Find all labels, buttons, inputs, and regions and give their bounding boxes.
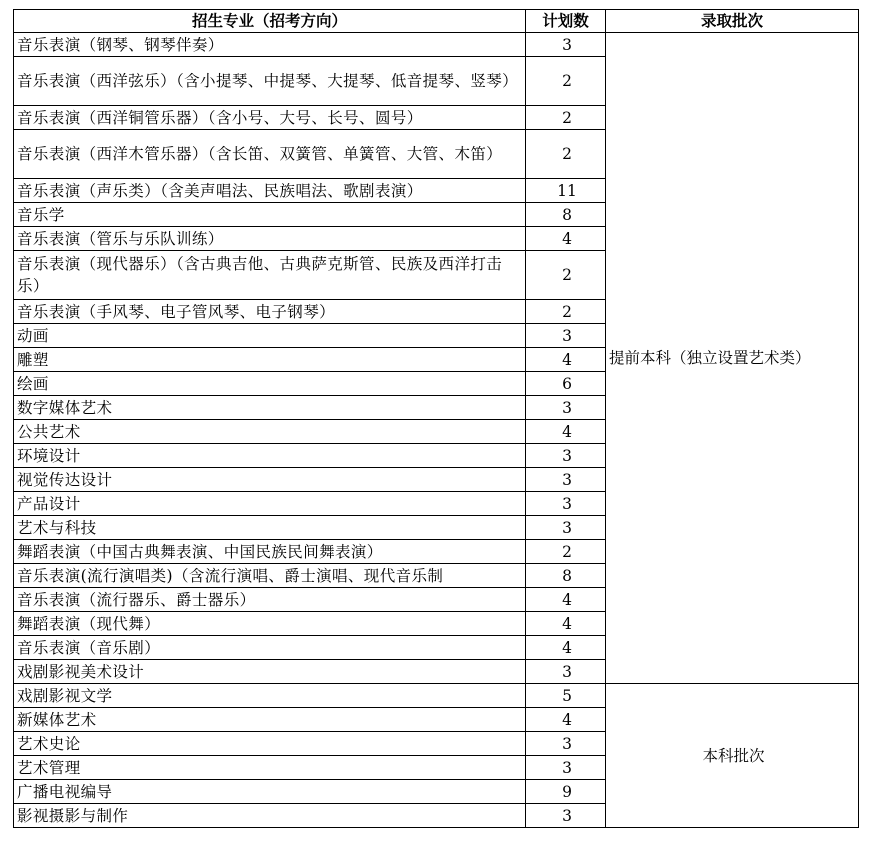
major-cell: 艺术史论 (14, 732, 526, 756)
major-cell: 广播电视编导 (14, 780, 526, 804)
plan-cell: 2 (526, 251, 606, 300)
plan-cell: 3 (526, 468, 606, 492)
major-cell: 音乐学 (14, 203, 526, 227)
plan-cell: 3 (526, 492, 606, 516)
major-cell: 音乐表演（流行器乐、爵士器乐） (14, 588, 526, 612)
major-cell: 音乐表演（西洋木管乐器）（含长笛、双簧管、单簧管、大管、木笛） (14, 130, 526, 179)
major-cell: 音乐表演（音乐剧） (14, 636, 526, 660)
major-cell: 视觉传达设计 (14, 468, 526, 492)
major-cell: 公共艺术 (14, 420, 526, 444)
plan-cell: 4 (526, 636, 606, 660)
plan-cell: 2 (526, 57, 606, 106)
major-cell: 戏剧影视美术设计 (14, 660, 526, 684)
header-plan: 计划数 (526, 10, 606, 33)
plan-cell: 2 (526, 130, 606, 179)
plan-cell: 4 (526, 420, 606, 444)
plan-cell: 3 (526, 804, 606, 828)
plan-cell: 8 (526, 564, 606, 588)
plan-cell: 6 (526, 372, 606, 396)
major-cell: 音乐表演（手风琴、电子管风琴、电子钢琴） (14, 300, 526, 324)
plan-cell: 3 (526, 516, 606, 540)
batch-cell-early: 提前本科（独立设置艺术类） (606, 33, 859, 684)
plan-cell: 9 (526, 780, 606, 804)
plan-cell: 3 (526, 660, 606, 684)
batch-cell-regular: 本科批次 (606, 684, 859, 828)
major-cell: 音乐表演（声乐类）（含美声唱法、民族唱法、歌剧表演） (14, 179, 526, 203)
plan-cell: 3 (526, 732, 606, 756)
major-cell: 产品设计 (14, 492, 526, 516)
plan-cell: 4 (526, 348, 606, 372)
major-cell: 新媒体艺术 (14, 708, 526, 732)
major-cell: 环境设计 (14, 444, 526, 468)
major-cell: 数字媒体艺术 (14, 396, 526, 420)
plan-cell: 4 (526, 612, 606, 636)
header-batch: 录取批次 (606, 10, 859, 33)
major-cell: 音乐表演（现代器乐）（含古典吉他、古典萨克斯管、民族及西洋打击乐） (14, 251, 526, 300)
major-cell: 影视摄影与制作 (14, 804, 526, 828)
major-cell: 艺术管理 (14, 756, 526, 780)
major-cell: 绘画 (14, 372, 526, 396)
major-cell: 音乐表演(流行演唱类)（含流行演唱、爵士演唱、现代音乐制 (14, 564, 526, 588)
major-cell: 雕塑 (14, 348, 526, 372)
table-row (14, 684, 859, 708)
major-cell: 动画 (14, 324, 526, 348)
plan-cell: 5 (526, 684, 606, 708)
plan-cell: 4 (526, 588, 606, 612)
major-cell: 音乐表演（钢琴、钢琴伴奏） (14, 33, 526, 57)
plan-cell: 2 (526, 106, 606, 130)
plan-cell: 2 (526, 540, 606, 564)
major-cell: 艺术与科技 (14, 516, 526, 540)
major-cell: 音乐表演（西洋铜管乐器）（含小号、大号、长号、圆号） (14, 106, 526, 130)
table-row (14, 33, 859, 57)
plan-cell: 4 (526, 708, 606, 732)
major-cell: 音乐表演（管乐与乐队训练） (14, 227, 526, 251)
major-cell: 舞蹈表演（中国古典舞表演、中国民族民间舞表演） (14, 540, 526, 564)
plan-cell: 3 (526, 396, 606, 420)
header-major: 招生专业（招考方向） (14, 10, 526, 33)
table-header-row (14, 10, 859, 33)
plan-cell: 3 (526, 444, 606, 468)
plan-cell: 4 (526, 227, 606, 251)
admission-plan-table (13, 9, 859, 828)
major-cell: 音乐表演（西洋弦乐）（含小提琴、中提琴、大提琴、低音提琴、竖琴） (14, 57, 526, 106)
plan-cell: 8 (526, 203, 606, 227)
plan-cell: 3 (526, 33, 606, 57)
major-cell: 舞蹈表演（现代舞） (14, 612, 526, 636)
major-cell: 戏剧影视文学 (14, 684, 526, 708)
plan-cell: 11 (526, 179, 606, 203)
plan-cell: 3 (526, 324, 606, 348)
plan-cell: 2 (526, 300, 606, 324)
plan-cell: 3 (526, 756, 606, 780)
